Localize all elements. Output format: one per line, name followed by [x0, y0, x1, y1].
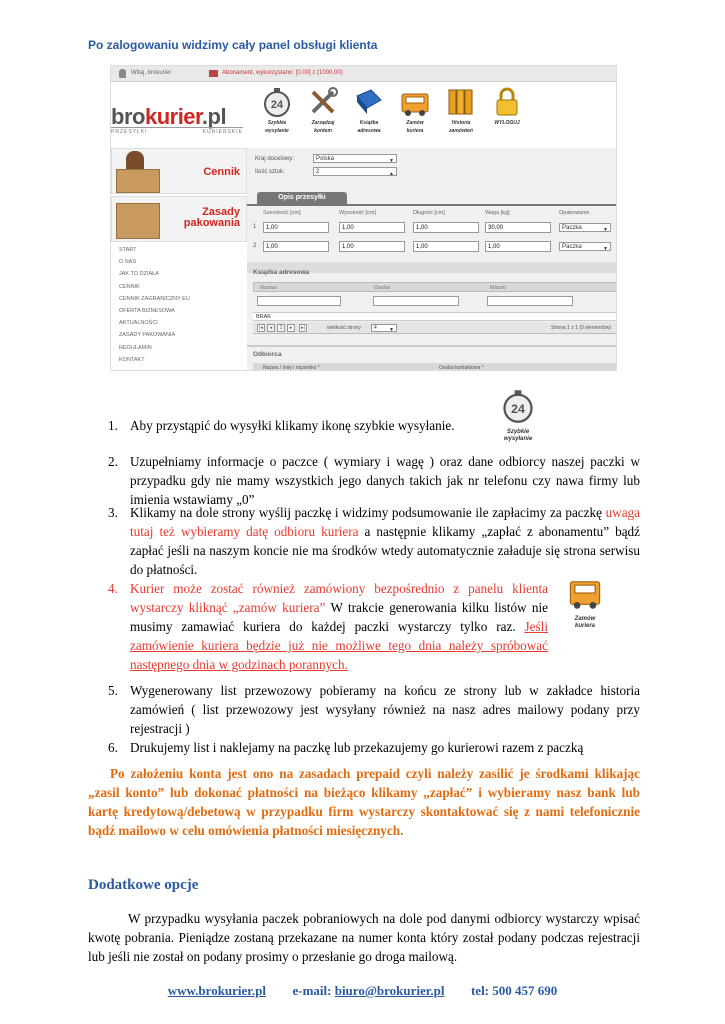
nav-ksiazka-adresowa[interactable]: Książka adresowa	[348, 86, 390, 146]
next-page-icon[interactable]: ▸	[287, 324, 295, 332]
table-row: BRAK	[253, 312, 617, 321]
opakowanie-select[interactable]: Paczka ▼	[559, 223, 611, 232]
waga-input[interactable]: 1,00	[485, 241, 551, 252]
parcel-icon	[116, 169, 160, 193]
divider	[247, 345, 617, 347]
szerokosc-input[interactable]: 1,00	[263, 241, 329, 252]
book-icon	[353, 86, 385, 118]
svg-text:24: 24	[511, 401, 525, 416]
waga-input[interactable]: 30,00	[485, 222, 551, 233]
prev-page-icon[interactable]: ◂	[267, 324, 275, 332]
nav-szybkie-wysylanie[interactable]: 24 Szybkie wysyłanie	[256, 86, 298, 146]
opakowanie-select[interactable]: Paczka ▼	[559, 242, 611, 251]
nav-historia-zamowien[interactable]: Historia zamówień	[440, 86, 482, 146]
tab-opis-przesylki[interactable]: Opis przesyłki	[257, 192, 347, 204]
page-size-label: wielkość strony	[327, 325, 361, 331]
menu-jak-to-dziala[interactable]: JAK TO DZIAŁA	[119, 271, 159, 278]
page-size-select[interactable]: 4 ▼	[371, 324, 397, 332]
zamow-kuriera-icon: Zamów kuriera	[562, 575, 608, 630]
menu-kontakt[interactable]: KONTAKT	[119, 356, 145, 363]
nav-zamow-kuriera[interactable]: Zamów kuriera	[394, 86, 436, 146]
nav-zarzadzaj-kontem[interactable]: Zarządzaj kontem	[302, 86, 344, 146]
nazwa-filter-input[interactable]	[257, 296, 341, 306]
odbiorca-title: Odbiorca	[253, 351, 282, 358]
miasto-filter-input[interactable]	[487, 296, 573, 306]
wallet-icon	[209, 70, 218, 77]
email-label: e-mail:	[292, 983, 332, 998]
pager-info: Strona 1 z 1 (0 elementów)	[550, 325, 611, 331]
dlugosc-input[interactable]: 1,00	[413, 241, 479, 252]
menu-regulamin[interactable]: REGULAMIN	[119, 344, 152, 351]
page-number[interactable]: 1	[277, 324, 285, 332]
col-opakowanie: Opakowanie	[559, 210, 590, 216]
menu-cennik[interactable]: CENNIK	[119, 283, 140, 290]
row-number: 2	[253, 243, 257, 249]
col-wysokosc: Wysokość [cm]	[339, 210, 376, 216]
divider	[247, 204, 617, 206]
col-dlugosc: Długość [cm]	[413, 210, 445, 216]
boxes-icon	[116, 203, 160, 239]
kraj-select[interactable]: Polska ▼	[313, 154, 397, 163]
panel-main	[247, 148, 617, 371]
nav-wyloguj[interactable]: WYLOGUJ	[486, 86, 528, 146]
panel-topbar	[111, 66, 616, 82]
panel-screenshot	[110, 65, 617, 371]
abonament-text: Abonament, wykorzystano: [0,00] z (1000,00)	[222, 70, 343, 76]
wysokosc-input[interactable]: 1,00	[339, 241, 405, 252]
stopwatch-24-icon	[500, 388, 536, 424]
page-footer	[0, 983, 725, 999]
menu-start[interactable]: START	[119, 247, 137, 253]
site-link[interactable]: www.brokurier.pl	[167, 983, 266, 998]
address-book-header: Nazwa Osoba Miasto	[253, 282, 617, 292]
options-paragraph: W przypadku wysyłania paczek pobraniowych na dole pod danymi odbiorcy wystarczy wpisać kwotę pobrania. Pieniądze zostaną przekazane na numer konta który został podany podczas rejestracji lub jeśli nie został on podany prosimy o przesłanie go droga mailową.	[88, 911, 640, 964]
menu-cennik-eu[interactable]: CENNIK ZAGRANICZNY EU	[119, 295, 190, 302]
courier-van-icon	[565, 575, 605, 611]
phone-text: tel: 500 457 690	[470, 983, 558, 998]
menu-zasady[interactable]: ZASADY PAKOWANIA	[119, 332, 176, 339]
odbiorca-header: Nazwa / Imię i nazwisko * Osoba kontaktowa *	[253, 363, 617, 371]
sidebar-menu	[119, 244, 190, 366]
greeting-text: Witaj, brokurier	[131, 70, 172, 76]
brokurier-logo[interactable]: brokurier.pl	[111, 104, 227, 129]
first-page-icon[interactable]: |◂	[257, 324, 265, 332]
menu-aktualnosci[interactable]: AKTUALNOŚCI	[119, 320, 158, 327]
col-szerokosc: Szerokość [cm]	[263, 210, 301, 216]
wysokosc-input[interactable]: 1,00	[339, 222, 405, 233]
padlock-icon	[491, 86, 523, 118]
osoba-filter-input[interactable]	[373, 296, 459, 306]
page-heading: Po zalogowaniu widzimy cały panel obsługi klienta	[88, 38, 378, 52]
menu-o-nas[interactable]: O NAS	[119, 259, 137, 266]
logo-tagline: PRZESYŁKI KURIERSKIE	[111, 129, 243, 135]
binders-icon	[445, 86, 477, 118]
chevron-down-icon: ▼	[389, 158, 394, 164]
ksiazka-adresowa-title: Książka adresowa	[253, 269, 310, 276]
user-icon	[119, 69, 126, 78]
row-number: 1	[253, 224, 257, 230]
email-link[interactable]: biuro@brokurier.pl	[334, 983, 445, 998]
kraj-label: Kraj docelowy:	[255, 156, 295, 162]
zasady-pakowania-banner[interactable]: Zasady pakowania	[111, 196, 247, 242]
tools-icon	[307, 86, 339, 118]
dlugosc-input[interactable]: 1,00	[413, 222, 479, 233]
col-waga: Waga [kg]	[485, 210, 510, 216]
ilosc-label: Ilość sztuk:	[255, 169, 285, 175]
prepaid-paragraph: Po założeniu konta jest ono na zasadach prepaid czyli należy zasilić je środkami klikając „zasil konto” lub dokonać płatności na bieżąco klikamy „zapłać” i wybieramy nasz bank lub kartę kredytową/debetową w przypadku firm wystarczy skontaktować się z nami telefonicznie bądź mailowo w celu omówienia płatności miesięcznych.	[88, 766, 640, 838]
courier-van-icon	[399, 86, 431, 118]
stopwatch-24-icon	[261, 86, 293, 118]
panel-sidebar	[111, 148, 247, 371]
szybkie-wysylanie-icon: 24 Szybkie wysyłanie	[498, 388, 538, 443]
stepper-icon: ▲	[389, 171, 394, 177]
menu-oferta[interactable]: OFERTA BIZNESOWA	[119, 307, 175, 314]
svg-text:24: 24	[270, 99, 284, 111]
pager	[253, 322, 617, 334]
last-page-icon[interactable]: ▸|	[299, 324, 307, 332]
options-heading: Dodatkowe opcje	[88, 877, 199, 893]
ilosc-select[interactable]: 2 ▲	[313, 167, 397, 176]
cennik-banner[interactable]: Cennik	[111, 148, 247, 194]
szerokosc-input[interactable]: 1,00	[263, 222, 329, 233]
list-item: 2. Uzupełniamy informacje o paczce ( wymiary i wagę ) oraz dane odbiorcy naszej paczki w przypadku gdy nie mamy wszystkich jego danych takich jak nr telefonu czy nawa firmy lub imienia wstawiamy „0”	[108, 454, 640, 507]
